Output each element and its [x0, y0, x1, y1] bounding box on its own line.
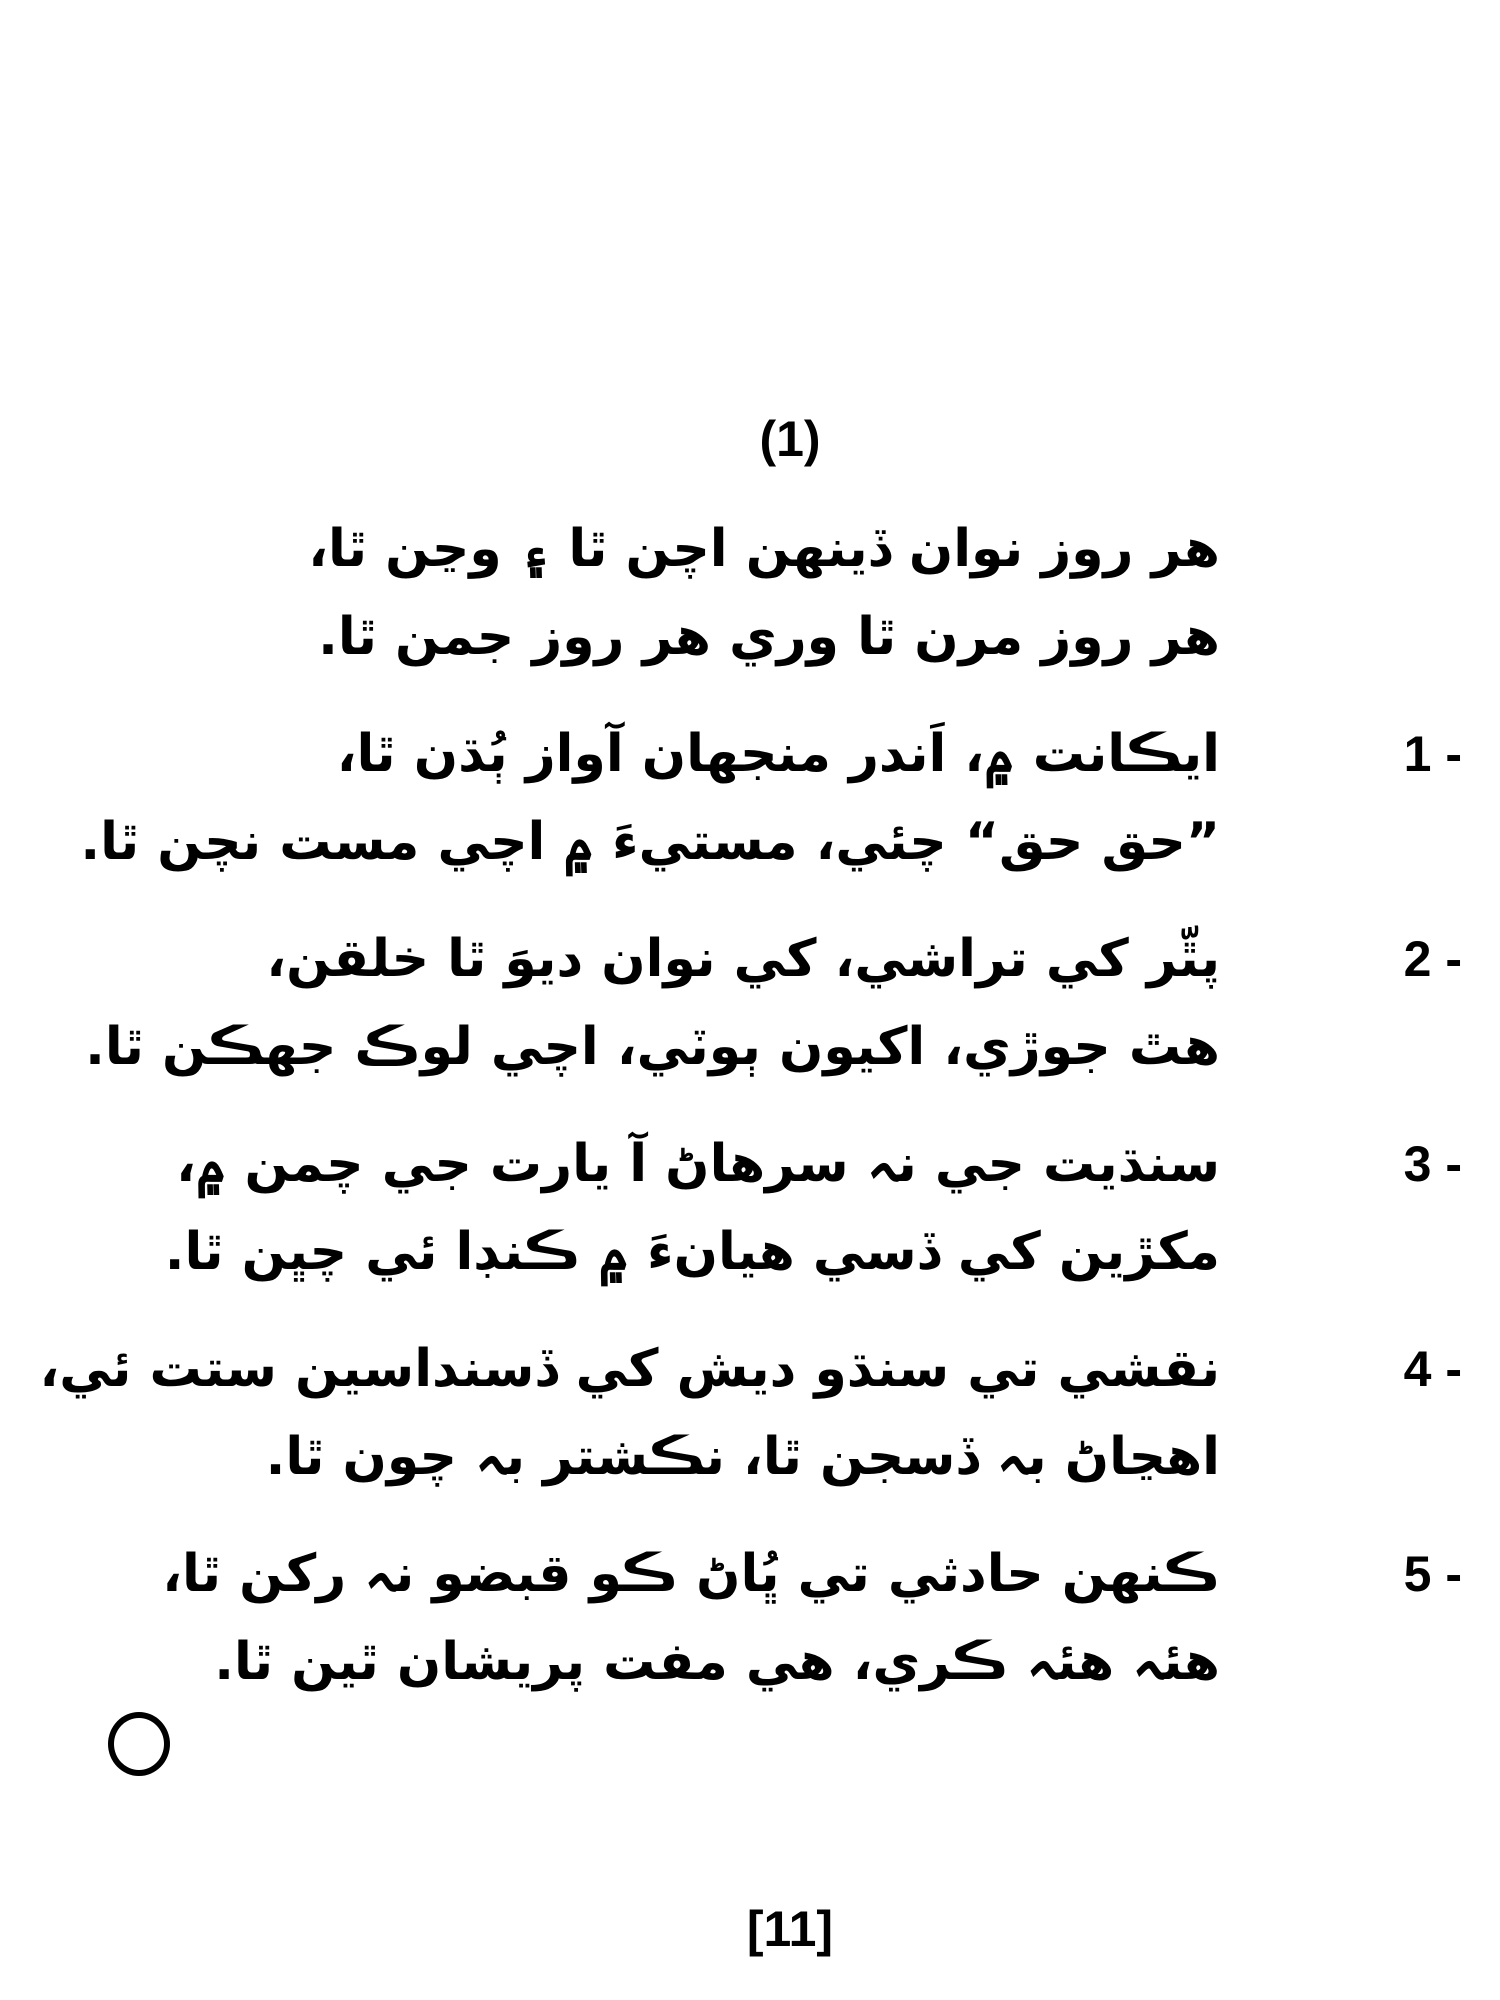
stanza: [39, 1325, 1220, 1501]
couplet-line: هئہ هئہ ڪري، هي مفت پريشان ٿين ٿا.: [214, 1632, 1220, 1692]
couplet-line: سنڌيت جي نہ سرهاڻ آ يارت جي چمن ۾،: [176, 1134, 1220, 1194]
couplet-line: هر روز مرن ٿا وري هر روز جمن ٿا.: [318, 607, 1220, 667]
circle-icon: [108, 1712, 170, 1776]
stanza-number: 3 -: [1403, 1136, 1462, 1192]
stanza: [85, 915, 1220, 1091]
stanza: [80, 710, 1220, 886]
couplet-line: ايڪانت ۾، اَندر منجهان آواز ٻُڌن ٿا،: [336, 724, 1220, 784]
stanza: [120, 1530, 1220, 1706]
stanza: [120, 1120, 1220, 1296]
intro-couplet: [120, 505, 1220, 681]
couplet-line: ”حق حق“ چئي، مستيءَ ۾ اچي مست نچن ٿا.: [80, 812, 1220, 872]
stanza-number: 2 -: [1403, 931, 1462, 987]
couplet-line: نقشي تي سنڌو ديش کي ڏسنداسين ستت ئي،: [39, 1339, 1220, 1399]
couplet-line: ڪنهن حادثي تي ڀُاڻ ڪو قبضو نہ رکن ٿا،: [162, 1544, 1220, 1604]
couplet-line: مکڙين کي ڏسي هيانءَ ۾ ڪنڊا ئي چڀن ٿا.: [164, 1222, 1220, 1282]
page-number: [11]: [746, 1901, 834, 1957]
poem-number: (1): [759, 411, 821, 467]
couplet-line: اهڃاڻ بہ ڏسجن ٿا، نڪشتر بہ چون ٿا.: [265, 1427, 1220, 1487]
couplet-line: پٿّر کي تراشي، کي نوان ديوَ ٿا خلقن،: [266, 929, 1220, 989]
stanza-number: 5 -: [1403, 1546, 1462, 1602]
couplet-line: هر روز نوان ڏينهن اچن ٿا ۽ وڃن ٿا،: [308, 519, 1220, 579]
stanza-number: 1 -: [1403, 726, 1462, 782]
couplet-line: هٿ جوڙي، اکيون ٻوٽي، اچي لوڪ جهڪن ٿا.: [85, 1017, 1220, 1077]
stanza-number: 4 -: [1403, 1341, 1462, 1397]
